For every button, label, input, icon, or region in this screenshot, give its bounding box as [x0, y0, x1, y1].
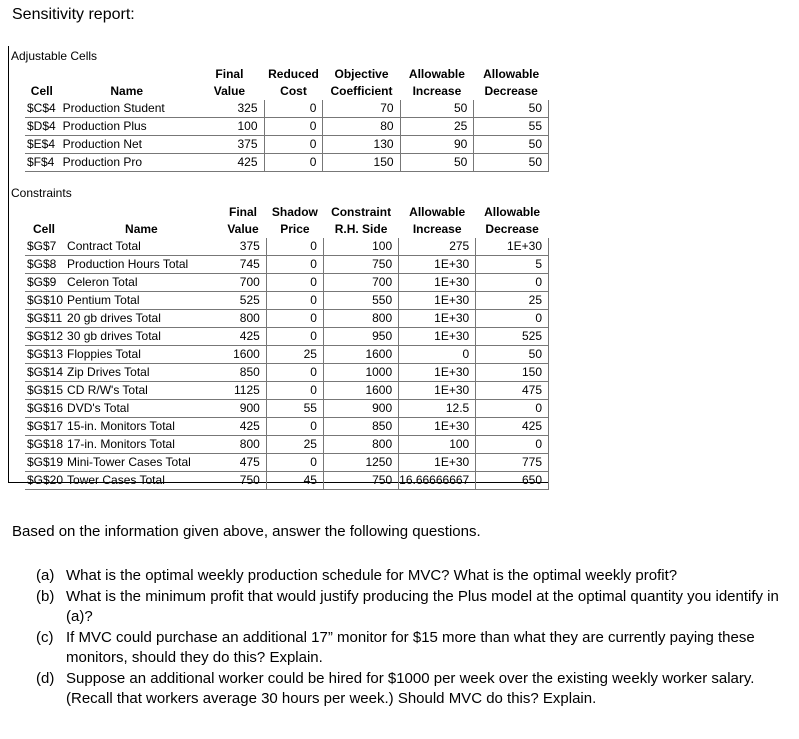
allowable-decrease-cell: 50 [474, 136, 549, 154]
question-label: (b) [36, 588, 55, 605]
allowable-increase-cell: 1E+30 [399, 274, 476, 292]
allowable-decrease-cell: 425 [476, 418, 549, 436]
price-cell: 55 [266, 400, 323, 418]
questions-list [36, 566, 786, 710]
questions-intro: Based on the information given above, answer the following questions. [12, 523, 481, 540]
table-row [25, 472, 549, 490]
allowable-decrease-cell: 50 [474, 100, 549, 118]
rhs-cell: 100 [323, 238, 398, 256]
cell-cell: $G$20 [25, 472, 63, 490]
cell-cell: $G$17 [25, 418, 63, 436]
question-text: Suppose an additional worker could be hired for $1000 per week over the existing weekly worker salary. (Recall that workers average 30 hours per week.) Should MVC do this? Explain. [66, 670, 755, 707]
cell-cell: $G$16 [25, 400, 63, 418]
question-label: (d) [36, 670, 55, 687]
allowable-increase-cell: 1E+30 [399, 418, 476, 436]
allowable-increase-cell: 0 [399, 346, 476, 364]
rhs-cell: 950 [323, 328, 398, 346]
column-header: Allowable [483, 67, 540, 81]
name-cell: Contract Total [63, 238, 220, 256]
price-cell: 0 [266, 274, 323, 292]
price-cell: 0 [266, 292, 323, 310]
rhs-cell: 900 [323, 400, 398, 418]
name-cell: Celeron Total [63, 274, 220, 292]
allowable-decrease-cell: 775 [476, 454, 549, 472]
column-header: Increase [412, 84, 462, 98]
allowable-decrease-cell: 475 [476, 382, 549, 400]
final-value-cell: 525 [220, 292, 267, 310]
column-header: Decrease [484, 84, 538, 98]
price-cell: 0 [266, 328, 323, 346]
allowable-increase-cell: 1E+30 [399, 310, 476, 328]
table-row [25, 382, 549, 400]
table-row [25, 256, 549, 274]
rhs-cell: 750 [323, 472, 398, 490]
name-cell: CD R/W's Total [63, 382, 220, 400]
cell-cell: $C$4 [25, 100, 59, 118]
price-cell: 0 [264, 100, 323, 118]
name-cell: Pentium Total [63, 292, 220, 310]
name-cell: Mini-Tower Cases Total [63, 454, 220, 472]
price-cell: 0 [266, 382, 323, 400]
column-header: Allowable [484, 205, 541, 219]
allowable-decrease-cell: 25 [476, 292, 549, 310]
allowable-decrease-cell: 55 [474, 118, 549, 136]
cell-cell: $F$4 [25, 154, 59, 172]
rhs-cell: 1250 [323, 454, 398, 472]
rhs-cell: 1600 [323, 346, 398, 364]
cell-cell: $G$14 [25, 364, 63, 382]
name-cell: 15-in. Monitors Total [63, 418, 220, 436]
cell-cell: $G$8 [25, 256, 63, 274]
allowable-increase-cell: 1E+30 [399, 256, 476, 274]
rhs-cell: 130 [323, 136, 400, 154]
column-header: Reduced [268, 67, 319, 81]
column-header: Shadow [271, 205, 318, 219]
column-header: Allowable [408, 67, 465, 81]
name-cell: 17-in. Monitors Total [63, 436, 220, 454]
final-value-cell: 800 [220, 436, 267, 454]
table-row [25, 118, 549, 136]
rhs-cell: 800 [323, 310, 398, 328]
question-text: If MVC could purchase an additional 17” monitor for $15 more than what they are currently paying these monitors, should they do this? Explain. [66, 629, 755, 666]
allowable-decrease-cell: 50 [474, 154, 549, 172]
table-row [25, 346, 549, 364]
allowable-increase-cell: 100 [399, 436, 476, 454]
constraints-table [25, 204, 549, 490]
cell-cell: $G$9 [25, 274, 63, 292]
final-value-cell: 425 [220, 418, 267, 436]
allowable-increase-cell: 1E+30 [399, 454, 476, 472]
price-cell: 0 [266, 310, 323, 328]
name-cell: Production Plus [59, 118, 195, 136]
column-header: Cost [280, 84, 307, 98]
allowable-decrease-cell: 0 [476, 274, 549, 292]
rhs-cell: 1000 [323, 364, 398, 382]
price-cell: 0 [266, 454, 323, 472]
cell-cell: $G$7 [25, 238, 63, 256]
allowable-decrease-cell: 0 [476, 400, 549, 418]
question-item [36, 566, 786, 586]
table-row [25, 436, 549, 454]
rhs-cell: 750 [323, 256, 398, 274]
table-row [25, 154, 549, 172]
final-value-cell: 1125 [220, 382, 267, 400]
column-header [63, 204, 220, 221]
final-value-cell: 375 [195, 136, 264, 154]
final-value-cell: 475 [220, 454, 267, 472]
question-text: What is the minimum profit that would justify producing the Plus model at the optimal quantity you identify in (a)? [66, 588, 779, 625]
name-cell: 30 gb drives Total [63, 328, 220, 346]
final-value-cell: 1600 [220, 346, 267, 364]
table-row [25, 328, 549, 346]
question-item [36, 628, 786, 668]
rhs-cell: 850 [323, 418, 398, 436]
table-row [25, 400, 549, 418]
sensitivity-report [8, 46, 549, 487]
column-header: Cell [33, 222, 56, 236]
final-value-cell: 750 [220, 472, 267, 490]
rhs-cell: 70 [323, 100, 400, 118]
allowable-increase-cell: 16.66666667 [399, 472, 476, 490]
price-cell: 0 [264, 136, 323, 154]
table-row [25, 364, 549, 382]
rhs-cell: 800 [323, 436, 398, 454]
column-header: Coefficient [330, 84, 393, 98]
table-row [25, 418, 549, 436]
question-item [36, 587, 786, 627]
price-cell: 0 [266, 364, 323, 382]
question-item [36, 669, 786, 709]
cell-cell: $D$4 [25, 118, 59, 136]
final-value-cell: 700 [220, 274, 267, 292]
final-value-cell: 850 [220, 364, 267, 382]
final-value-cell: 900 [220, 400, 267, 418]
allowable-increase-cell: 1E+30 [399, 292, 476, 310]
name-cell: Tower Cases Total [63, 472, 220, 490]
cell-cell: $G$15 [25, 382, 63, 400]
column-header: Objective [334, 67, 389, 81]
column-header: Cell [30, 84, 53, 98]
rhs-cell: 700 [323, 274, 398, 292]
name-cell: DVD's Total [63, 400, 220, 418]
table-row [25, 310, 549, 328]
name-cell: Zip Drives Total [63, 364, 220, 382]
table-row [25, 292, 549, 310]
rhs-cell: 80 [323, 118, 400, 136]
column-header: Value [227, 222, 259, 236]
column-header: Price [280, 222, 310, 236]
price-cell: 25 [266, 346, 323, 364]
header-row [25, 83, 549, 100]
final-value-cell: 375 [220, 238, 267, 256]
question-label: (c) [36, 629, 54, 646]
allowable-decrease-cell: 0 [476, 436, 549, 454]
price-cell: 0 [266, 256, 323, 274]
name-cell: 20 gb drives Total [63, 310, 220, 328]
table-row [25, 238, 549, 256]
price-cell: 0 [264, 118, 323, 136]
price-cell: 45 [266, 472, 323, 490]
allowable-decrease-cell: 5 [476, 256, 549, 274]
column-header: Decrease [485, 222, 539, 236]
allowable-increase-cell: 90 [400, 136, 474, 154]
header-row [25, 221, 549, 238]
constraints-title: Constraints [11, 186, 72, 200]
cell-cell: $E$4 [25, 136, 59, 154]
allowable-increase-cell: 1E+30 [399, 328, 476, 346]
page-heading: Sensitivity report: [12, 6, 135, 23]
final-value-cell: 800 [220, 310, 267, 328]
price-cell: 25 [266, 436, 323, 454]
name-cell: Production Net [59, 136, 195, 154]
table-row [25, 454, 549, 472]
allowable-increase-cell: 275 [399, 238, 476, 256]
question-label: (a) [36, 567, 55, 584]
column-header: Increase [412, 222, 462, 236]
allowable-increase-cell: 12.5 [399, 400, 476, 418]
cell-cell: $G$10 [25, 292, 63, 310]
final-value-cell: 100 [195, 118, 264, 136]
rhs-cell: 150 [323, 154, 400, 172]
question-text: What is the optimal weekly production schedule for MVC? What is the optimal weekly profit? [66, 567, 678, 584]
adjustable-cells-table [25, 66, 549, 172]
header-row [25, 204, 549, 221]
allowable-increase-cell: 1E+30 [399, 364, 476, 382]
cell-cell: $G$11 [25, 310, 63, 328]
column-header: Name [125, 222, 158, 236]
column-header: Final [215, 67, 244, 81]
price-cell: 0 [266, 418, 323, 436]
allowable-increase-cell: 50 [400, 100, 474, 118]
column-header [25, 204, 63, 221]
rhs-cell: 550 [323, 292, 398, 310]
cell-cell: $G$13 [25, 346, 63, 364]
allowable-increase-cell: 1E+30 [399, 382, 476, 400]
allowable-decrease-cell: 1E+30 [476, 238, 549, 256]
column-header [59, 66, 195, 83]
column-header: Name [110, 84, 144, 98]
column-header: Constraint [331, 205, 392, 219]
name-cell: Floppies Total [63, 346, 220, 364]
name-cell: Production Pro [59, 154, 195, 172]
allowable-decrease-cell: 525 [476, 328, 549, 346]
table-row [25, 136, 549, 154]
cell-cell: $G$18 [25, 436, 63, 454]
header-row [25, 66, 549, 83]
final-value-cell: 425 [220, 328, 267, 346]
table-row [25, 274, 549, 292]
name-cell: Production Student [59, 100, 195, 118]
column-header: Value [213, 84, 246, 98]
allowable-decrease-cell: 150 [476, 364, 549, 382]
price-cell: 0 [266, 238, 323, 256]
adjustable-cells-title: Adjustable Cells [11, 49, 98, 63]
cell-cell: $G$19 [25, 454, 63, 472]
final-value-cell: 325 [195, 100, 264, 118]
allowable-decrease-cell: 0 [476, 310, 549, 328]
allowable-increase-cell: 50 [400, 154, 474, 172]
allowable-decrease-cell: 50 [476, 346, 549, 364]
column-header: Final [229, 205, 258, 219]
price-cell: 0 [264, 154, 323, 172]
allowable-decrease-cell: 650 [476, 472, 549, 490]
column-header: R.H. Side [334, 222, 388, 236]
column-header: Allowable [409, 205, 466, 219]
cell-cell: $G$12 [25, 328, 63, 346]
final-value-cell: 745 [220, 256, 267, 274]
allowable-increase-cell: 25 [400, 118, 474, 136]
rhs-cell: 1600 [323, 382, 398, 400]
table-row [25, 100, 549, 118]
final-value-cell: 425 [195, 154, 264, 172]
name-cell: Production Hours Total [63, 256, 220, 274]
column-header [25, 66, 59, 83]
